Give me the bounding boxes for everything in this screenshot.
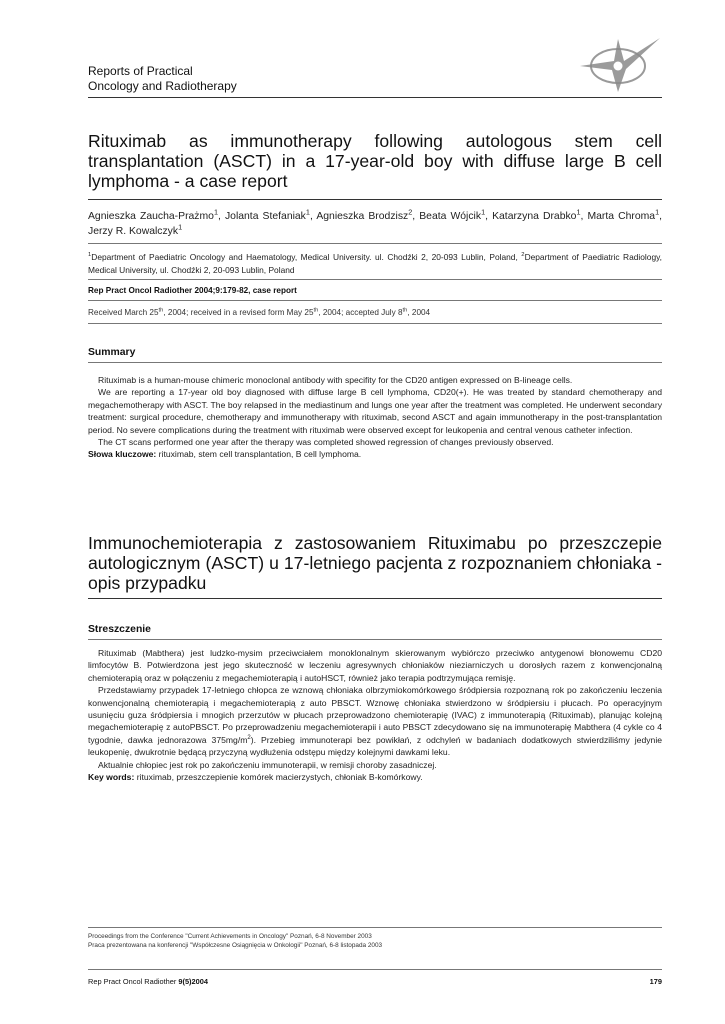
accepted-date-text: , 2004; accepted July 8 [318,308,403,317]
author-affiliation: 2 [408,207,413,217]
header-rule [88,97,662,98]
citation-rule [88,300,662,301]
author-affiliation: 1 [481,207,486,217]
streszczenie-paragraph: Rituximab (Mabthera) jest ludzko-mysim przeciwciałem monoklonalnym skierowanym wybiórczo przeciwko antygenowi błonowemu CD20 limfocytów B. Potwierdzona jest jego skuteczność w leczeniu agresywnych chłoniaków nieziarniczych u dorosłych razem z konwencjonalną chemioterapią oraz w połączeniu z megachemioterapią i autoHSCT, również jako terapia podtrzymująca remisję. [88,648,662,683]
page-number: 179 [649,977,662,986]
keywords-line [88,448,662,460]
year-text: , 2004 [407,308,431,317]
journal-name-line2: Oncology and Radiotherapy [88,79,237,93]
author-name: Marta Chroma [587,211,656,222]
author-name: Jolanta Stefaniak [224,211,306,222]
affiliations [88,251,662,276]
author-name: Agnieszka Brodzisz [316,211,409,222]
streszczenie-text: Przedstawiamy przypadek 17-letniego chłopca ze wznową chłoniaka olbrzymiokomórkowego śródpiersia rozpoznaną rok po zakończeniu leczenia konwencjonalną chemioterapią i megachemioterapią z auto PBSCT. Wznowę chłoniaka stwierdzono w śródpiersiu i płucach. Po operacyjnym usunięciu guza śródpiersia i mnogich przerzutów w płucach przeprowadzono chemioterapię (IVAC) z immunoterapią (Rituximab), planując kolejną megachemioterapię z autoPBSCT. Po przeprowadzeniu megachemioterapii i auto PBSCT zdecydowano się na immunoterapię Mabthera (4 cykle co 4 tygodnie, dawka jednorazowa 375mg/m [88,685,662,745]
affiliations-rule [88,279,662,280]
author-affiliation: 1 [305,207,310,217]
affiliation-2: Department of Paediatric Radiology, Medical University, ul. Chodźki 2, 20-093 Lublin, Poland [88,252,663,275]
streszczenie-heading: Streszczenie [88,624,151,635]
summary-heading-rule [88,362,662,363]
ordinal-suffix: th [158,307,164,314]
received-date-text: Received March 25 [88,308,159,317]
author-affiliation: 1 [213,207,218,217]
superscript: 2 [247,734,251,741]
citation-line: Rep Pract Oncol Radiother 2004;9:179-82, case report [88,286,297,295]
streszczenie-text: ). Przebieg immunoterapi bez powikłań, z odchyleń w badaniach dodatkowych stwierdziliśmy jedynie leukopenię, dwukrotnie będącą przyczyną wydłużenia odstępu między kolejnymi dawkami leku. [88,734,663,758]
author-affiliation: 1 [655,207,660,217]
author-affiliation: 1 [576,207,581,217]
footer-rule [88,969,662,970]
keywords-text: rituximab, przeszczepienie komórek macierzystych, chłoniak B-komórkowy. [134,772,423,783]
article-title-polish: Immunochemioterapia z zastosowaniem Rituximabu po przeszczepie autologicznym (ASCT) u 17-letniego pacjenta z rozpoznaniem chłoniaka - opis przypadku [88,533,662,593]
footnote-rule [88,927,662,928]
keywords-line-polish [88,771,662,783]
author-list: Agnieszka Zaucha-Prażmo$^1$, Jolanta Stefaniak$^1$, Agnieszka Brodzisz$^2$, Beata Wójcik$^1$, Katarzyna Drabko$^1$, Marta Chroma$^1$, Jerzy R. Kowalczyk$^1$ [88,207,663,237]
journal-star-logo-icon [578,36,662,92]
streszczenie-paragraph: Aktualnie chłopiec jest rok po zakończeniu immunoterapii, w remisji choroby zasadniczej. [98,759,437,770]
footnote-polish: Praca prezentowana na konferencji "Współczesne Osiągnięcia w Onkologii" Poznań, 6-8 listopada 2003 [88,942,383,949]
summary-paragraph: The CT scans performed one year after the therapy was completed showed regression of changes previously observed. [98,437,554,448]
received-dates [88,308,430,317]
title-rule [88,199,662,200]
summary-paragraph: We are reporting a 17-year old boy diagnosed with diffuse large B cell lymphoma, CD20(+). He was treated by standard chemotherapy and megachemotherapy with ASCT. The boy relapsed in the mediastinum and lungs one year after the treatment was completed. He underwent secondary treatment: surgical procedure, chemotherapy and immunotherapy with rituximab, second ASCT and again immunotherapy in the post-transplantation period. No severe complications during the treatment with rituximab were observed except for leukopenia and central venous catheter infection. [88,387,662,435]
summary-heading: Summary [88,347,136,358]
author-name: Beata Wójcik [419,211,482,222]
footer-journal [88,977,208,986]
author-name: Jerzy R. Kowalczyk [88,226,179,237]
article-title: Rituximab as immunotherapy following autologous stem cell transplantation (ASCT) in a 17-year-old boy with diffuse large B cell lymphoma - a case report [88,131,662,191]
author-name: Agnieszka Zaucha-Prażmo [88,211,214,222]
affiliation-number: 1 [88,252,92,259]
summary-paragraph: Rituximab is a human-mouse chimeric monoclonal antibody with specifity for the CD20 antigen expressed on B-lineage cells. [98,375,573,385]
polish-title-rule [88,598,662,599]
revised-date-text: , 2004; received in a revised form May 25 [163,308,314,317]
footer-journal-abbrev: Rep Pract Oncol Radiother [88,977,179,986]
affiliation-1: Department of Paediatric Oncology and Haematology, Medical University. ul. Chodźki 2, 20-093 Lublin, Poland, [91,252,518,262]
summary-body [88,374,662,461]
affiliation-number: 2 [521,252,525,259]
ordinal-suffix: th [313,307,319,314]
keywords-label: Key words: [88,772,135,783]
ordinal-suffix: th [402,307,408,314]
keywords-text: rituximab, stem cell transplantation, B cell lymphoma. [156,449,362,460]
footnote-english: Proceedings from the Conference "Current Achievements in Oncology" Poznań, 6-8 November 2003 [88,933,372,940]
journal-name [88,64,237,94]
authors-rule [88,243,662,244]
streszczenie-paragraph [88,684,662,758]
streszczenie-body [88,647,662,783]
author-affiliation: 1 [178,222,183,232]
footer-issue: 9(5)2004 [178,977,208,986]
streszczenie-heading-rule [88,639,662,640]
keywords-label: Słowa kluczowe: [88,449,157,460]
author-name: Katarzyna Drabko [492,211,577,222]
journal-name-line1: Reports of Practical [88,64,193,78]
received-rule [88,323,662,324]
